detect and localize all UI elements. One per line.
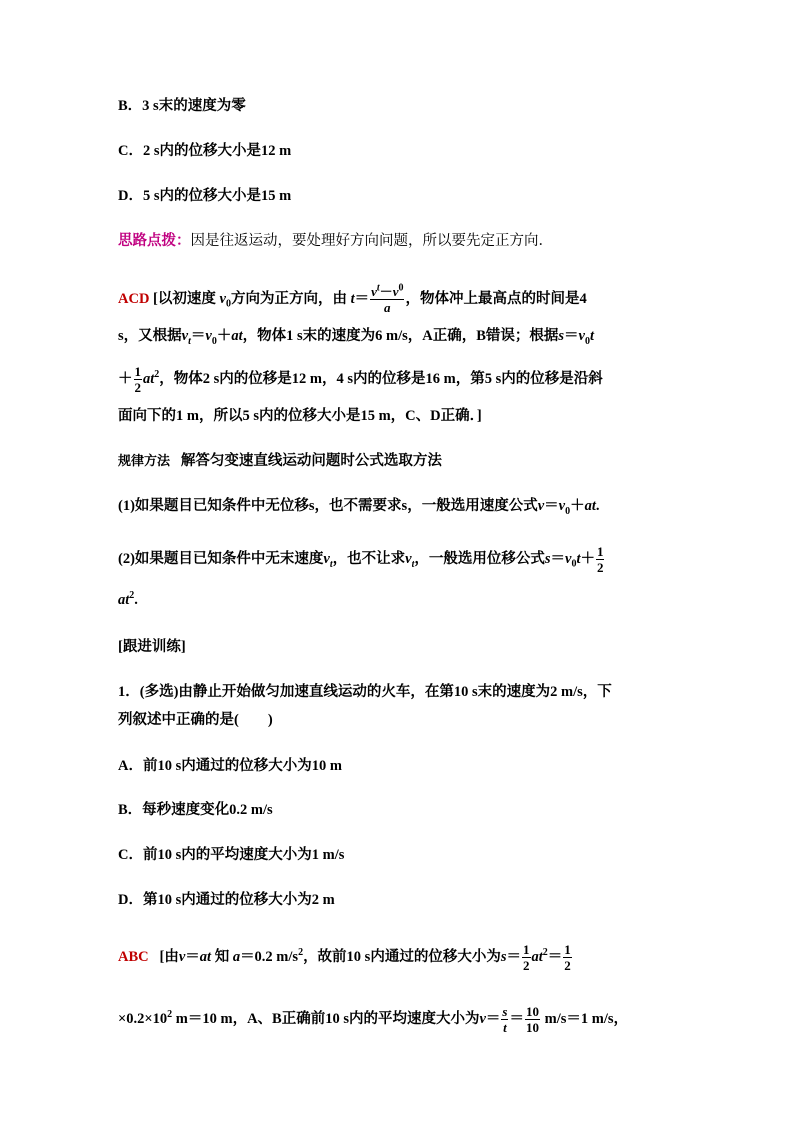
answer1-letters: ACD bbox=[118, 290, 150, 307]
formula: s bbox=[558, 328, 565, 344]
option-d: D．5 s内的位移大小是15 m bbox=[118, 188, 292, 204]
method-p2: (2)如果题目已知条件中无末速度$v_t$，也不让求$v_t$，一般选用位移公式$s=v_0t+$ $\frac{1}{2}$ bbox=[118, 544, 604, 575]
method-title: 解答匀变速直线运动问题时公式选取方法 bbox=[180, 453, 442, 469]
answer1-text: ，物体冲上最高点的时间是4 bbox=[405, 290, 587, 307]
method-text: (1)如果题目已知条件中无位移s，也不需要求s，一般选用速度公式 bbox=[118, 498, 538, 514]
fraction: $\frac{1}{2}$ bbox=[523, 942, 530, 973]
formula: at bbox=[143, 370, 155, 387]
answer2-letters: ABC bbox=[118, 948, 149, 965]
formula: s bbox=[544, 550, 551, 567]
answer2-text: [由 bbox=[159, 948, 179, 965]
option-c: C．2 s内的位移大小是12 m bbox=[118, 143, 292, 159]
hint-line bbox=[118, 231, 553, 251]
answer1-line2: s，又根据$v_t=v_0+at$，物体1 s末的速度为6 m/s，A正确，B错误；根据$s=v_0t$ bbox=[118, 328, 595, 347]
answer1-line4: 面向下的1 m，所以5 s内的位移大小是15 m，C、D正确．] bbox=[118, 408, 482, 424]
method-p2-cont: $at^2$. bbox=[118, 590, 138, 608]
method-heading bbox=[118, 451, 442, 471]
answer1-line3: ＋ $\frac{1}{2}$ $at^2$，物体2 s内的位移是12 m，4 s内的位移是16 m，第5 s内的位移是沿斜 bbox=[118, 364, 603, 395]
answer2-text: ，故前10 s内通过的位移大小为 bbox=[303, 948, 501, 965]
formula: at bbox=[118, 592, 130, 608]
formula: $v_t$ bbox=[181, 328, 191, 347]
formula: s bbox=[500, 948, 507, 965]
practice-heading: [跟进训练] bbox=[118, 639, 186, 655]
answer1-text: [以初速度 bbox=[149, 290, 216, 307]
answer2-text: m/s＝1 m/s， bbox=[540, 1010, 628, 1027]
practice-option-c: C．前10 s内的平均速度大小为1 m/s bbox=[118, 847, 345, 863]
practice-option-a: A．前10 s内通过的位移大小为10 m bbox=[118, 758, 342, 774]
hint-text: 因是往返运动，要处理好方向问题，所以要先定正方向． bbox=[190, 233, 553, 249]
method-label: 规律方法 bbox=[118, 453, 171, 468]
method-p1: (1)如果题目已知条件中无位移s，也不需要求s，一般选用速度公式$v=v_0+at$. bbox=[118, 498, 600, 517]
answer1-text: s，又根据 bbox=[118, 328, 182, 344]
answer2-text: 知 bbox=[214, 948, 230, 965]
formula: v bbox=[537, 498, 545, 514]
answer2-text: ×0.2×10 bbox=[118, 1010, 168, 1027]
fraction: $\frac{v^t-v^0}{a}$ bbox=[371, 282, 404, 315]
practice-option-b: B．每秒速度变化0.2 m/s bbox=[118, 802, 273, 818]
answer1-text: ，物体1 s末的速度为6 m/s，A正确，B错误；根据 bbox=[242, 328, 559, 344]
formula: $v_t$ bbox=[323, 550, 333, 570]
option-b: B．3 s末的速度为零 bbox=[118, 98, 246, 114]
answer1-line1: ACD [以初速度 $v_0$方向为正方向，由 t＝ $\frac{v^t-v^0}{a}$ ，物体冲上最高点的时间是4 bbox=[118, 282, 587, 315]
answer1-text: ，物体2 s内的位移是12 m，4 s内的位移是16 m，第5 s内的位移是沿斜 bbox=[159, 370, 603, 387]
formula: v bbox=[178, 948, 186, 965]
fraction: $\frac{10}{10}$ bbox=[525, 1004, 539, 1035]
fraction: $\frac{1}{2}$ bbox=[596, 544, 604, 575]
method-text: ，一般选用位移公式 bbox=[414, 550, 545, 567]
answer2-text: m＝10 m，A、B正确前10 s内的平均速度大小为 bbox=[172, 1010, 480, 1027]
fraction: $\frac{1}{2}$ bbox=[134, 364, 141, 395]
fraction: $\frac{1}{2}$ bbox=[564, 942, 571, 973]
question1-line1: 1．(多选)由静止开始做匀加速直线运动的火车，在第10 s末的速度为2 m/s，下 bbox=[118, 684, 612, 700]
hint-label: 思路点拨： bbox=[118, 233, 191, 249]
method-text: (2)如果题目已知条件中无末速度 bbox=[118, 550, 324, 567]
formula: a bbox=[232, 948, 241, 965]
formula: v bbox=[219, 290, 226, 307]
formula: $v_t$ bbox=[405, 550, 415, 570]
method-text: ，也不让求 bbox=[332, 550, 406, 567]
fraction: $\frac{s}{t}$ bbox=[502, 1004, 508, 1035]
question1-line2: 列叙述中正确的是( ) bbox=[118, 712, 273, 728]
answer2-line1: ABC [由v＝at 知 a＝0.2 $m/s^2$，故前10 s内通过的位移大小为s＝ $\frac{1}{2}$ $at^2=$ $\frac{1}{2}$ bbox=[118, 942, 571, 973]
answer2-line2: $\times 0.2\times 10^2$ m＝10 m，A、B正确前10 s内的平均速度大小为v＝ $\frac{s}{t}$ ＝ $\frac{10}{10}$ m/s＝1 m/s， bbox=[118, 1004, 628, 1035]
practice-option-d: D．第10 s内通过的位移大小为2 m bbox=[118, 892, 335, 908]
formula: t bbox=[350, 290, 355, 307]
formula: v bbox=[479, 1010, 486, 1027]
answer1-text: 方向为正方向，由 bbox=[230, 290, 347, 307]
